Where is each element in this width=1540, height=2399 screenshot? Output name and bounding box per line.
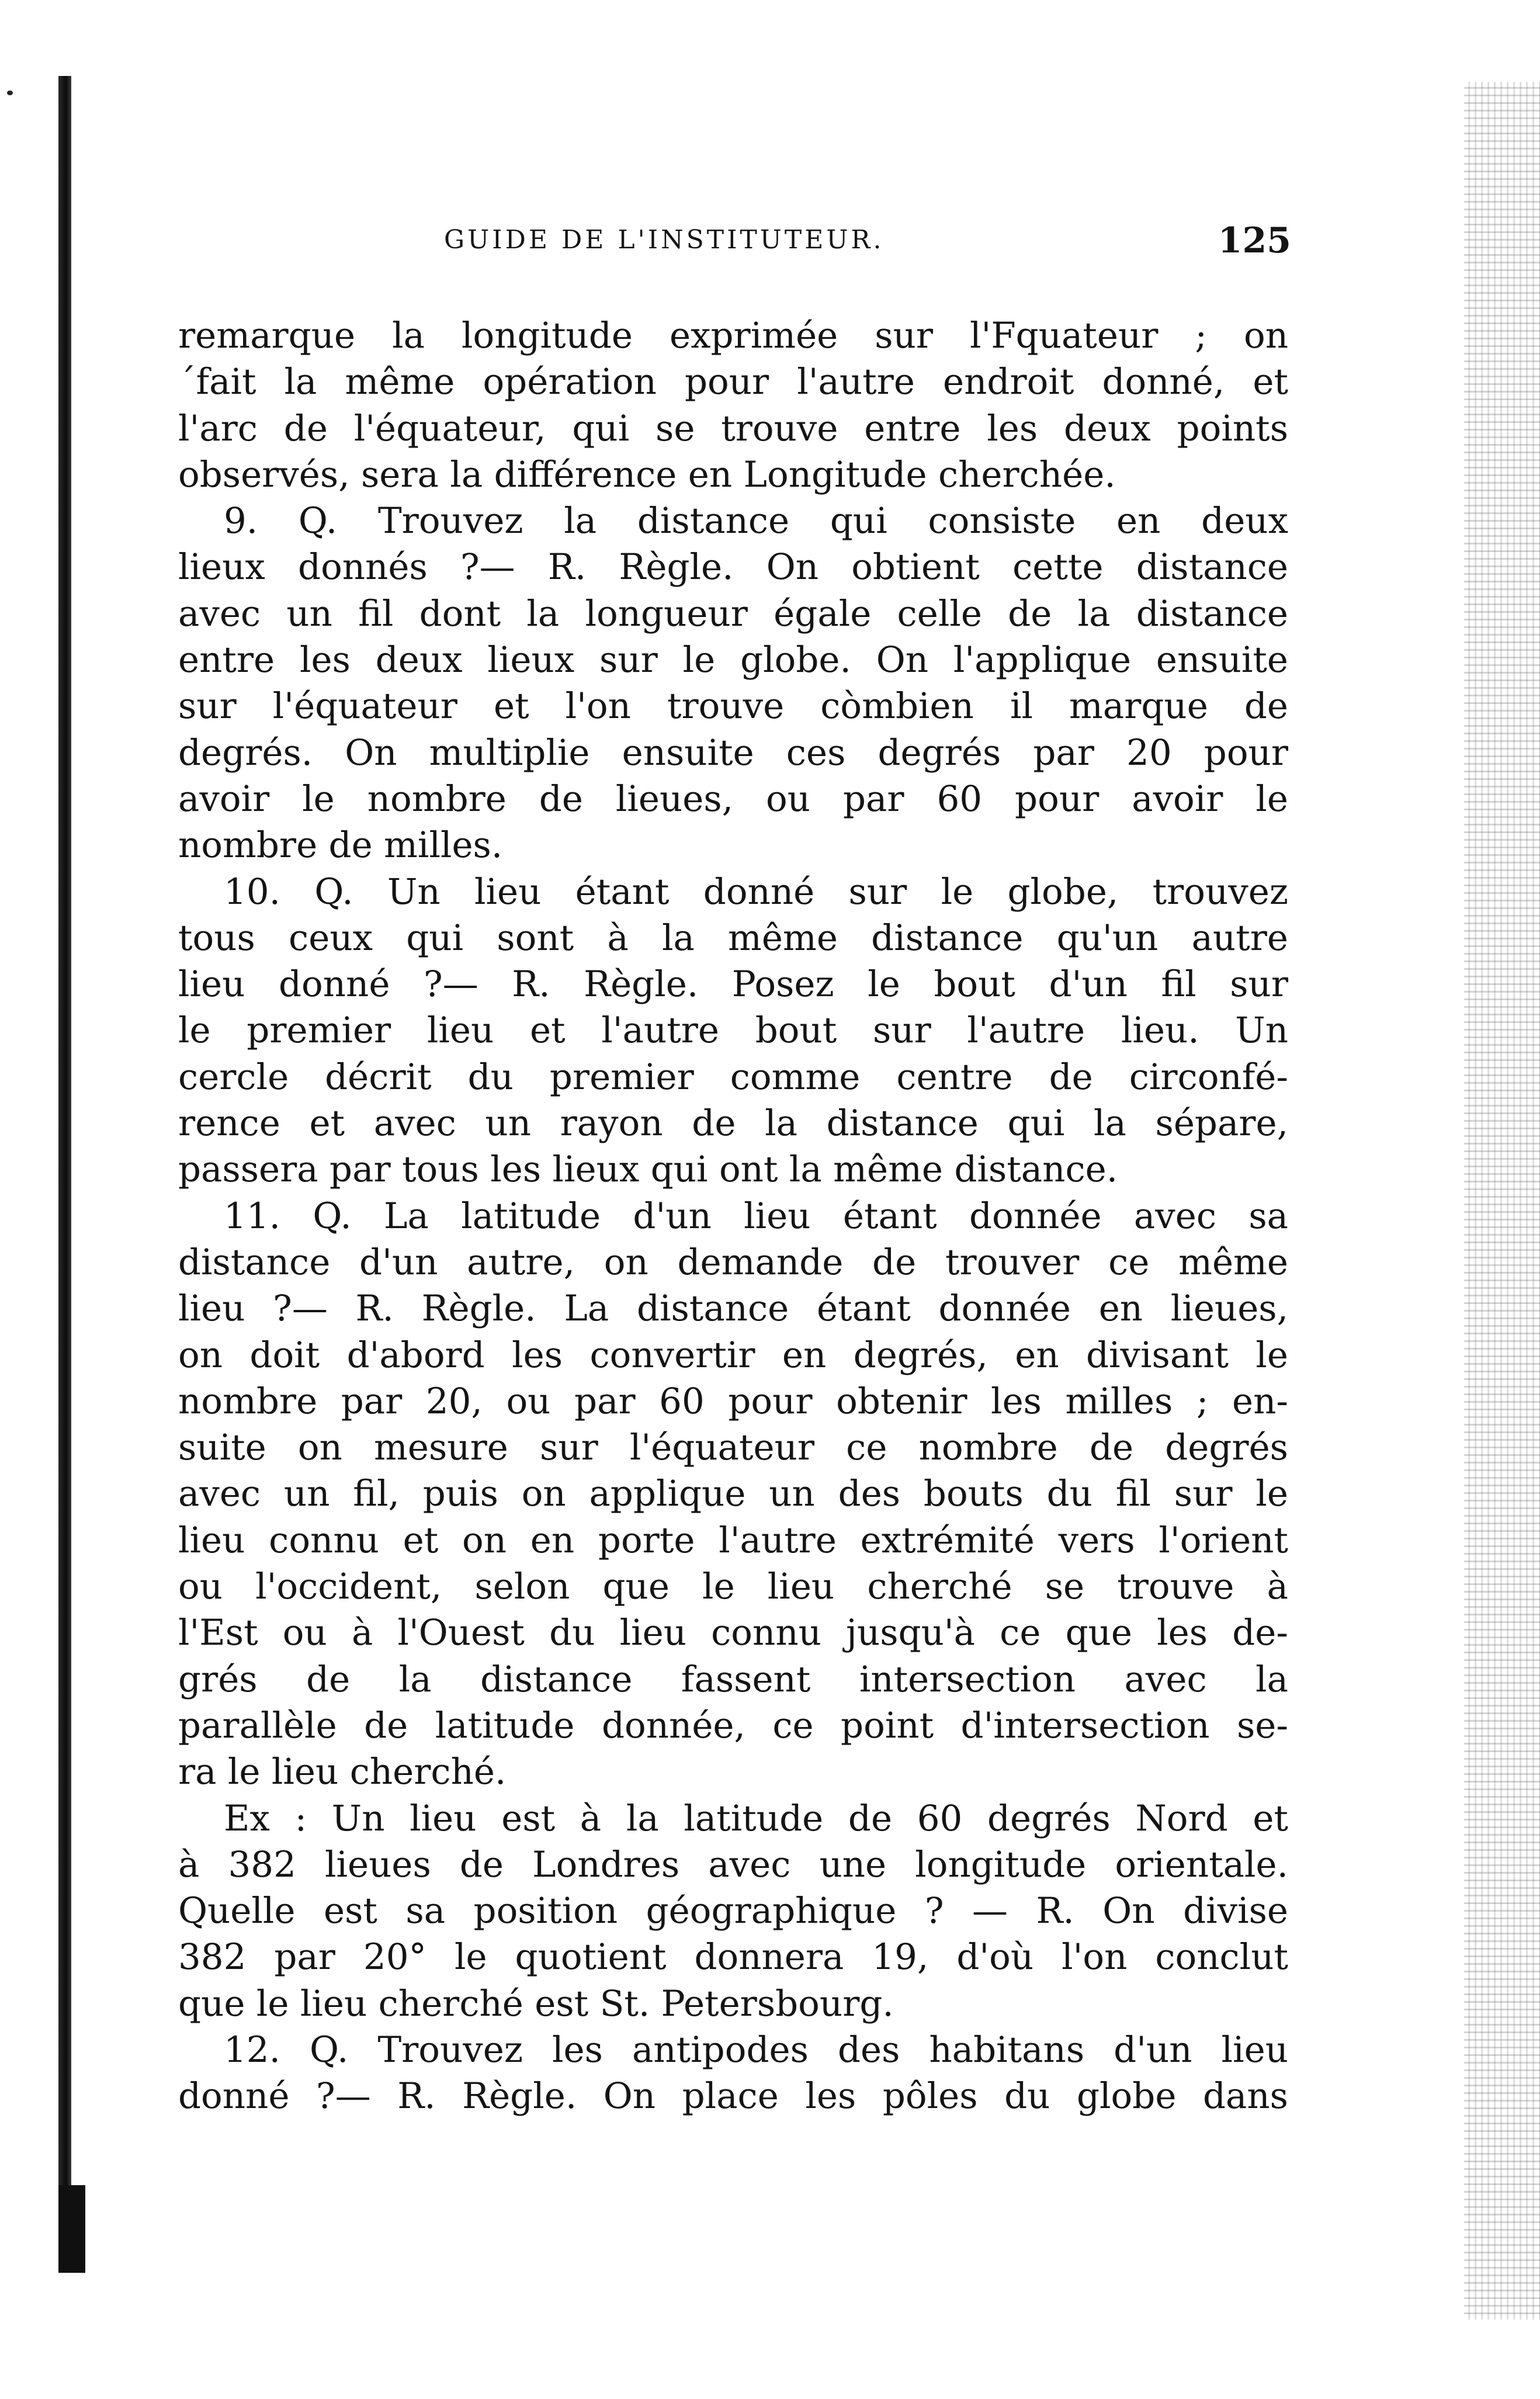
text-line: nombre de milles.	[178, 824, 503, 866]
text-line: suite on mesure sur l'équateur ce nombre de degrés	[178, 1427, 1288, 1469]
text-line: 12. Q. Trouvez les antipodes des habitans d'un lieu	[224, 2029, 1288, 2071]
text-line: avec un fil dont la longueur égale celle de la distance	[178, 592, 1288, 635]
ink-speck	[7, 91, 13, 95]
page-header	[444, 220, 1291, 272]
text-line: 11. Q. La latitude d'un lieu étant donnée avec sa	[224, 1195, 1288, 1237]
text-line: l'Est ou à l'Ouest du lieu connu jusqu'à ce que les de-	[178, 1612, 1288, 1654]
text-line: Ex : Un lieu est à la latitude de 60 degrés Nord et	[224, 1797, 1288, 1839]
text-line: ´fait la même opération pour l'autre endroit donné, et	[178, 361, 1288, 403]
text-line: avoir le nombre de lieues, ou par 60 pour avoir le	[178, 778, 1288, 820]
text-line: le premier lieu et l'autre bout sur l'autre lieu. Un	[178, 1010, 1288, 1052]
text-line: ou l'occident, selon que le lieu cherché se trouve à	[178, 1566, 1288, 1608]
text-line: observés, sera la différence en Longitude cherchée.	[178, 453, 1116, 495]
binding-edge-shadow	[58, 2185, 85, 2273]
text-line: 9. Q. Trouvez la distance qui consiste en deux	[224, 500, 1288, 542]
text-line: nombre par 20, ou par 60 pour obtenir les milles ; en-	[178, 1380, 1288, 1422]
text-line: on doit d'abord les convertir en degrés, en divisant le	[178, 1334, 1288, 1376]
text-line: lieu ?— R. Règle. La distance étant donnée en lieues,	[178, 1288, 1288, 1330]
text-line: entre les deux lieux sur le globe. On l'applique ensuite	[178, 639, 1288, 681]
text-line: lieu connu et on en porte l'autre extrémité vers l'orient	[178, 1519, 1288, 1561]
text-line: sur l'équateur et l'on trouve còmbien il marque de	[178, 685, 1288, 727]
text-line: que le lieu cherché est St. Petersbourg.	[178, 1982, 894, 2024]
text-line: rence et avec un rayon de la distance qui la sépare,	[178, 1103, 1288, 1145]
text-line: Quelle est sa position géographique ? — R. On divise	[178, 1890, 1288, 1932]
text-line: remarque la longitude exprimée sur l'Fquateur ; on	[178, 315, 1288, 356]
text-line: lieu donné ?— R. Règle. Posez le bout d'un fil sur	[178, 963, 1288, 1006]
text-line: ra le lieu cherché.	[178, 1751, 507, 1793]
text-line: distance d'un autre, on demande de trouver ce même	[178, 1241, 1288, 1283]
text-line: cercle décrit du premier comme centre de circonfé-	[178, 1056, 1288, 1098]
page-number: 125	[1218, 220, 1291, 261]
text-line: parallèle de latitude donnée, ce point d'intersection se-	[178, 1704, 1288, 1746]
text-line: tous ceux qui sont à la même distance qu'un autre	[178, 917, 1288, 959]
text-line: à 382 lieues de Londres avec une longitude orientale.	[178, 1843, 1288, 1885]
text-line: degrés. On multiplie ensuite ces degrés par 20 pour	[178, 732, 1288, 774]
running-head: GUIDE DE L'INSTITUTEUR.	[444, 225, 885, 255]
text-line: 10. Q. Un lieu étant donné sur le globe, trouvez	[224, 871, 1288, 913]
text-line: lieux donnés ?— R. Règle. On obtient cette distance	[178, 546, 1288, 588]
text-line: passera par tous les lieux qui ont la même distance.	[178, 1149, 1118, 1191]
text-line: grés de la distance fassent intersection avec la	[178, 1658, 1288, 1700]
text-line: donné ?— R. Règle. On place les pôles du globe dans	[178, 2075, 1288, 2117]
text-line: 382 par 20° le quotient donnera 19, d'où l'on conclut	[178, 1936, 1288, 1978]
binding-edge	[58, 76, 71, 2238]
text-line: l'arc de l'équateur, qui se trouve entre les deux points	[178, 407, 1288, 449]
body-text	[178, 313, 1288, 2120]
text-line: avec un fil, puis on applique un des bouts du fil sur le	[178, 1473, 1288, 1515]
scan-edge-noise	[1464, 82, 1540, 2320]
